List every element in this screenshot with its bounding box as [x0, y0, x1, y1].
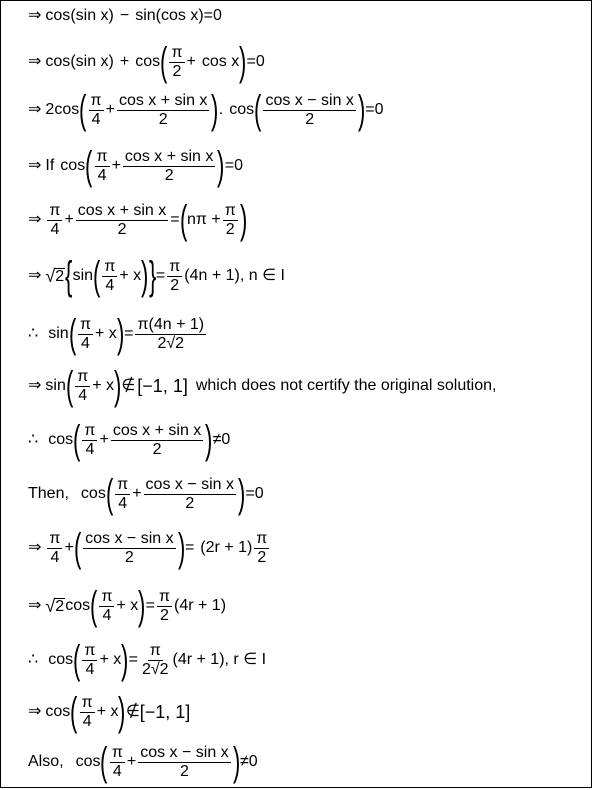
math-text: (2r + 1): [200, 539, 253, 556]
sqrt: [45, 597, 65, 615]
math-text: cos: [60, 157, 86, 174]
math-text: nπ +: [186, 211, 221, 228]
denominator: 2: [185, 494, 195, 512]
math-text: sin: [135, 7, 156, 24]
brace: {: [65, 254, 73, 298]
paren: (: [179, 198, 187, 242]
remark-text: which does not certify the original solution,: [195, 377, 497, 394]
math-text: 0: [374, 101, 384, 118]
fraction: [138, 745, 230, 780]
therefore-symbol: ∴: [28, 325, 39, 342]
operator: =: [170, 211, 180, 228]
radical-sign: √: [45, 596, 56, 616]
fraction: [76, 203, 168, 238]
paren: ): [239, 40, 247, 84]
math-text: cos: [75, 753, 101, 770]
equation-line-15: [28, 742, 258, 782]
fraction: [110, 745, 125, 780]
paren: (: [90, 584, 98, 628]
implies-symbol: ⇒: [28, 211, 42, 228]
fraction: [135, 317, 206, 352]
implies-symbol: ⇒: [28, 267, 42, 284]
math-text: + x: [96, 703, 119, 720]
denominator: 2: [179, 762, 189, 780]
denominator: 2√2: [141, 660, 169, 678]
fraction: [47, 203, 62, 238]
paren: ): [121, 638, 129, 682]
operator: +: [119, 53, 130, 70]
math-text: cos x: [201, 53, 240, 70]
operator: .: [218, 101, 224, 118]
paren: ): [108, 53, 114, 70]
denominator: 4: [102, 606, 112, 624]
interval: [−1, 1]: [139, 702, 191, 722]
paren: ): [177, 526, 185, 570]
fraction: [78, 317, 93, 352]
numerator: π: [101, 587, 113, 605]
fraction: [111, 423, 203, 458]
operator: =: [365, 101, 375, 118]
paren: ): [357, 88, 366, 132]
denominator: 2: [170, 276, 180, 294]
math-text: cos: [229, 101, 255, 118]
denominator: 4: [97, 166, 107, 184]
fraction: [89, 93, 104, 128]
equation-line-12: [28, 586, 226, 626]
numerator: π(4n + 1): [137, 315, 205, 333]
math-text: 0: [221, 431, 231, 448]
numerator: cos x − sin x: [85, 529, 174, 547]
fraction: [167, 259, 182, 294]
operator: +: [99, 431, 109, 448]
denominator: 4: [112, 762, 122, 780]
numerator: cos x − sin x: [265, 91, 354, 109]
math-text: + x: [119, 267, 142, 284]
math-text: cos: [135, 53, 161, 70]
numerator: π: [49, 201, 61, 219]
denominator: 2: [160, 606, 169, 624]
paren: ): [118, 690, 126, 734]
denominator: 2: [225, 220, 235, 238]
fraction: [123, 149, 215, 184]
denominator: 4: [50, 548, 60, 566]
numerator: π: [84, 641, 96, 659]
paren: ): [116, 312, 125, 356]
math-text: sin x: [75, 53, 109, 70]
numerator: π: [81, 693, 93, 711]
paren: ): [205, 418, 213, 462]
math-text: 0: [254, 485, 264, 502]
paren: (: [155, 7, 161, 24]
paren: (: [65, 364, 74, 408]
equation-line-1: [28, 8, 222, 24]
operator: +: [126, 753, 137, 770]
numerator: π: [84, 421, 96, 439]
equation-line-6: [28, 256, 285, 296]
fraction: [95, 149, 110, 184]
radicand: 2: [55, 268, 65, 285]
fraction: [254, 531, 269, 566]
fraction: [80, 695, 95, 730]
denominator: 2: [172, 62, 182, 80]
denominator: 4: [85, 440, 95, 458]
paren: ): [138, 584, 146, 628]
math-text: sin: [45, 377, 66, 394]
numerator: π: [104, 257, 116, 275]
equation-line-2: [28, 42, 265, 82]
numerator: π: [96, 147, 108, 165]
denominator: 4: [118, 494, 128, 512]
math-text: (4n + 1), n ∈ I: [184, 267, 285, 284]
implies-symbol: ⇒: [28, 53, 42, 70]
denominator: 4: [85, 660, 95, 678]
implies-symbol: ⇒: [28, 703, 42, 720]
math-text: + x: [99, 651, 122, 668]
numerator: cos x + sin x: [124, 147, 214, 165]
label-text: Then,: [28, 485, 69, 502]
paren: ): [141, 254, 149, 298]
math-text: cos: [45, 7, 71, 24]
fraction: [75, 369, 90, 404]
numerator: π: [169, 257, 181, 275]
fraction: [82, 423, 97, 458]
paren: ): [211, 88, 219, 132]
numerator: π: [224, 201, 236, 219]
math-text: + x: [92, 377, 115, 394]
math-text: cos: [45, 53, 71, 70]
paren: (: [160, 40, 168, 84]
math-text: + x: [116, 597, 139, 614]
fraction: [102, 259, 117, 294]
denominator: 2: [124, 548, 134, 566]
paren: ): [198, 7, 204, 24]
operator: =: [245, 485, 255, 502]
fraction: [169, 45, 184, 80]
operator: +: [64, 539, 74, 556]
paren: ): [217, 144, 225, 188]
math-text: 2: [45, 101, 55, 118]
operator: =: [203, 7, 214, 24]
implies-symbol: ⇒: [28, 101, 42, 118]
operator: −: [119, 7, 130, 24]
fraction: [140, 643, 171, 678]
math-text: cos: [54, 101, 80, 118]
operator: =: [128, 651, 138, 668]
math-text: (4r + 1): [174, 597, 227, 614]
numerator: π: [117, 475, 129, 493]
implies-symbol: ⇒: [28, 539, 42, 556]
math-text: cos: [48, 431, 74, 448]
sqrt: [45, 267, 65, 285]
denominator: 2: [164, 166, 174, 184]
fraction: [157, 589, 172, 624]
operator: +: [111, 157, 121, 174]
numerator: π: [77, 367, 89, 385]
numerator: cos x − sin x: [145, 475, 235, 493]
numerator: cos x + sin x: [112, 421, 202, 439]
math-text: cos: [80, 485, 106, 502]
paren: (: [85, 144, 93, 188]
operator: ≠: [212, 431, 222, 448]
operator: =: [184, 539, 195, 556]
numerator: π: [256, 529, 268, 547]
denominator: 4: [105, 276, 115, 294]
fraction: [144, 477, 236, 512]
therefore-symbol: ∴: [28, 651, 39, 668]
denominator: 2: [305, 110, 315, 128]
numerator: π: [149, 641, 161, 659]
operator: =: [145, 597, 155, 614]
math-text: cos: [45, 703, 71, 720]
math-text: sin: [48, 325, 69, 342]
fraction: [117, 93, 209, 128]
equation-line-11: [28, 528, 271, 568]
paren: (: [105, 472, 114, 516]
fraction: [83, 531, 175, 566]
equation-line-7: [28, 314, 208, 354]
operator: =: [246, 53, 256, 70]
paren: (: [70, 53, 76, 70]
brace: }: [148, 254, 156, 298]
paren: ): [114, 364, 122, 408]
math-text: + x: [95, 325, 117, 342]
denominator: 4: [50, 220, 60, 238]
math-text: sin: [72, 267, 94, 284]
implies-symbol: ⇒: [28, 157, 42, 174]
denominator: 4: [82, 712, 92, 730]
paren: (: [254, 88, 262, 132]
implies-symbol: ⇒: [28, 7, 42, 24]
numerator: π: [90, 91, 102, 109]
paren: (: [100, 740, 108, 784]
equation-line-14: [28, 692, 190, 732]
math-text: 0: [255, 53, 265, 70]
paren: (: [93, 254, 101, 298]
numerator: π: [49, 529, 61, 547]
denominator: 4: [81, 334, 90, 352]
denominator: 4: [91, 110, 101, 128]
operator: =: [224, 157, 235, 174]
math-text: cos: [48, 651, 74, 668]
paren: (: [79, 88, 87, 132]
fraction: [47, 531, 62, 566]
operator: =: [124, 325, 134, 342]
label-text: Also,: [28, 753, 64, 770]
paren: (: [73, 638, 81, 682]
math-text: (4r + 1), r ∈ I: [172, 651, 267, 668]
operator: ∉: [125, 703, 140, 720]
paren: ): [239, 198, 248, 242]
denominator: 2: [117, 220, 127, 238]
implies-symbol: ⇒: [28, 377, 42, 394]
fraction: [82, 643, 97, 678]
math-text: 0: [234, 157, 243, 174]
implies-symbol: ⇒: [28, 597, 42, 614]
operator: =: [155, 267, 166, 284]
equation-line-8: [28, 366, 496, 406]
math-text: cos: [65, 597, 91, 614]
operator: +: [105, 101, 115, 118]
equation-line-5: [28, 200, 247, 240]
equation-line-10: [28, 474, 264, 514]
paren: ): [238, 472, 246, 516]
fraction: [99, 589, 114, 624]
fraction: [263, 93, 355, 128]
numerator: cos x − sin x: [140, 743, 229, 761]
math-text: sin x: [75, 7, 109, 24]
paren: (: [73, 418, 81, 462]
denominator: 2: [152, 440, 162, 458]
operator: +: [64, 211, 74, 228]
numerator: cos x + sin x: [77, 201, 167, 219]
denominator: 2√2: [157, 334, 185, 352]
paren: (: [70, 7, 76, 24]
equation-line-13: [28, 640, 266, 680]
therefore-symbol: ∴: [28, 431, 39, 448]
operator: +: [132, 485, 142, 502]
paren: (: [73, 526, 82, 570]
math-text: 0: [213, 7, 222, 24]
paren: ): [232, 740, 241, 784]
denominator: 2: [158, 110, 168, 128]
paren: (: [70, 690, 78, 734]
paren: (: [68, 312, 76, 356]
fraction: [223, 203, 238, 238]
operator: ∉: [121, 377, 136, 394]
numerator: π: [111, 743, 123, 761]
math-text: cos x: [161, 7, 199, 24]
numerator: π: [171, 43, 183, 61]
fraction: [115, 477, 130, 512]
math-text: If: [45, 157, 55, 174]
numerator: π: [79, 315, 92, 333]
paren: ): [108, 7, 114, 24]
radical-sign: √: [45, 266, 56, 286]
equation-line-4: [28, 146, 243, 186]
equation-line-3: [28, 90, 384, 130]
denominator: 4: [78, 386, 88, 404]
numerator: cos x + sin x: [118, 91, 208, 109]
denominator: 2: [257, 548, 267, 566]
equation-line-9: [28, 420, 230, 460]
numerator: π: [158, 587, 170, 605]
math-text: 0: [248, 753, 258, 770]
interval: [−1, 1]: [137, 376, 188, 396]
radicand: 2: [55, 598, 65, 615]
operator: ≠: [240, 753, 249, 770]
operator: +: [186, 53, 196, 70]
